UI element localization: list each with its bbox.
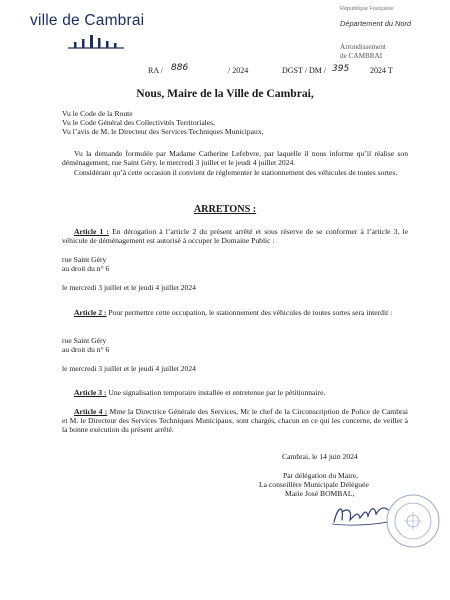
- article-1-label: Article 1 :: [74, 227, 109, 236]
- article-1-location: [62, 255, 408, 273]
- dgst-year: 2024 T: [370, 66, 393, 75]
- article-2-dates: le mercredi 3 juillet et le jeudi 4 juillet 2024: [62, 364, 196, 373]
- vu-line: Vu le Code de la Route: [62, 109, 133, 118]
- vu-line: Vu le Code Général des Collectivités Territoriales,: [62, 118, 216, 128]
- city-logo: [30, 12, 150, 52]
- delegation-line: Par délégation du Maire,: [283, 471, 359, 480]
- article-2-number: au droit du n° 6: [62, 345, 110, 355]
- considerant-paragraph: Considérant qu’à cette occasion il convient de réglementer le stationnement des véhicules de toutes sortes.: [74, 168, 398, 177]
- article-4-label: Article 4 :: [74, 407, 108, 416]
- place-date: Cambrai, le 14 juin 2024: [282, 452, 358, 461]
- official-seal-icon: [384, 492, 442, 550]
- ra-year: / 2024: [228, 66, 249, 75]
- arrondissement-block: [340, 43, 386, 61]
- arrondissement-line-1: Arrondissement: [340, 43, 386, 51]
- article-4-text: Mme la Directrice Générale des Services, Mr le chef de la Circonscription de Police de Cambrai et M. le Directeur des Services Techniques Municipaux, sont chargés, chacun en ce qui les concerne, de veiller à la bonne exécution du présent arrêté.: [62, 407, 408, 435]
- article-1-dates: le mercredi 3 juillet et le jeudi 4 juillet 2024: [62, 283, 196, 292]
- demande-paragraph: Vu la demande formulée par Madame Catherine Lefebvre, par laquelle il nous informe qu’il réalise son déménagement, rue Saint Géry, le mercredi 3 juillet et le jeudi 4 juillet 2024.: [62, 149, 408, 168]
- dgst-number: 395: [332, 64, 350, 74]
- handwritten-signature: [330, 496, 390, 530]
- skyline-icon: [68, 33, 124, 49]
- article-4: [62, 407, 408, 435]
- article-2-label: Article 2 :: [74, 308, 107, 317]
- document-title: Nous, Maire de la Ville de Cambrai,: [136, 87, 314, 100]
- article-1-text: En dérogation à l’article 2 du présent arrêté et sous réserve de se conformer à l’article 3, le véhicule de déménagement est autorisé à occuper le Domaine Public :: [62, 227, 408, 246]
- article-2: [62, 308, 408, 317]
- article-1: [62, 227, 408, 245]
- arretons-heading: ARRETONS :: [193, 204, 257, 215]
- article-1-street: rue Saint Géry: [62, 255, 107, 264]
- role-line: La conseillère Municipale Déléguée: [259, 480, 369, 489]
- republic-label: République Française: [340, 6, 394, 12]
- signatory-name: Marie José BOMBAL,: [285, 489, 355, 498]
- vu-block: [62, 109, 408, 137]
- article-1-number: au droit du n° 6: [62, 264, 110, 274]
- ra-label: RA /: [148, 66, 163, 75]
- article-3-label: Article 3 :: [74, 388, 107, 397]
- logo-text: ville de Cambrai: [30, 12, 145, 29]
- article-3: [62, 388, 408, 397]
- dgst-label: DGST / DM /: [282, 66, 327, 75]
- department-label: Département du Nord: [340, 19, 412, 28]
- article-2-location: [62, 336, 408, 354]
- arrondissement-line-2: de CAMBRAI: [340, 52, 383, 60]
- vu-line: Vu l’avis de M. le Directeur des Services Techniques Municipaux,: [62, 127, 264, 137]
- ra-number: 886: [171, 63, 189, 73]
- article-3-text: Une signalisation temporaire installée et entretenue par le pétitionnaire.: [106, 388, 326, 397]
- article-2-street: rue Saint Géry: [62, 336, 107, 345]
- article-2-text: Pour permettre cette occupation, le stationnement des véhicules de toutes sortes sera interdit :: [106, 308, 393, 317]
